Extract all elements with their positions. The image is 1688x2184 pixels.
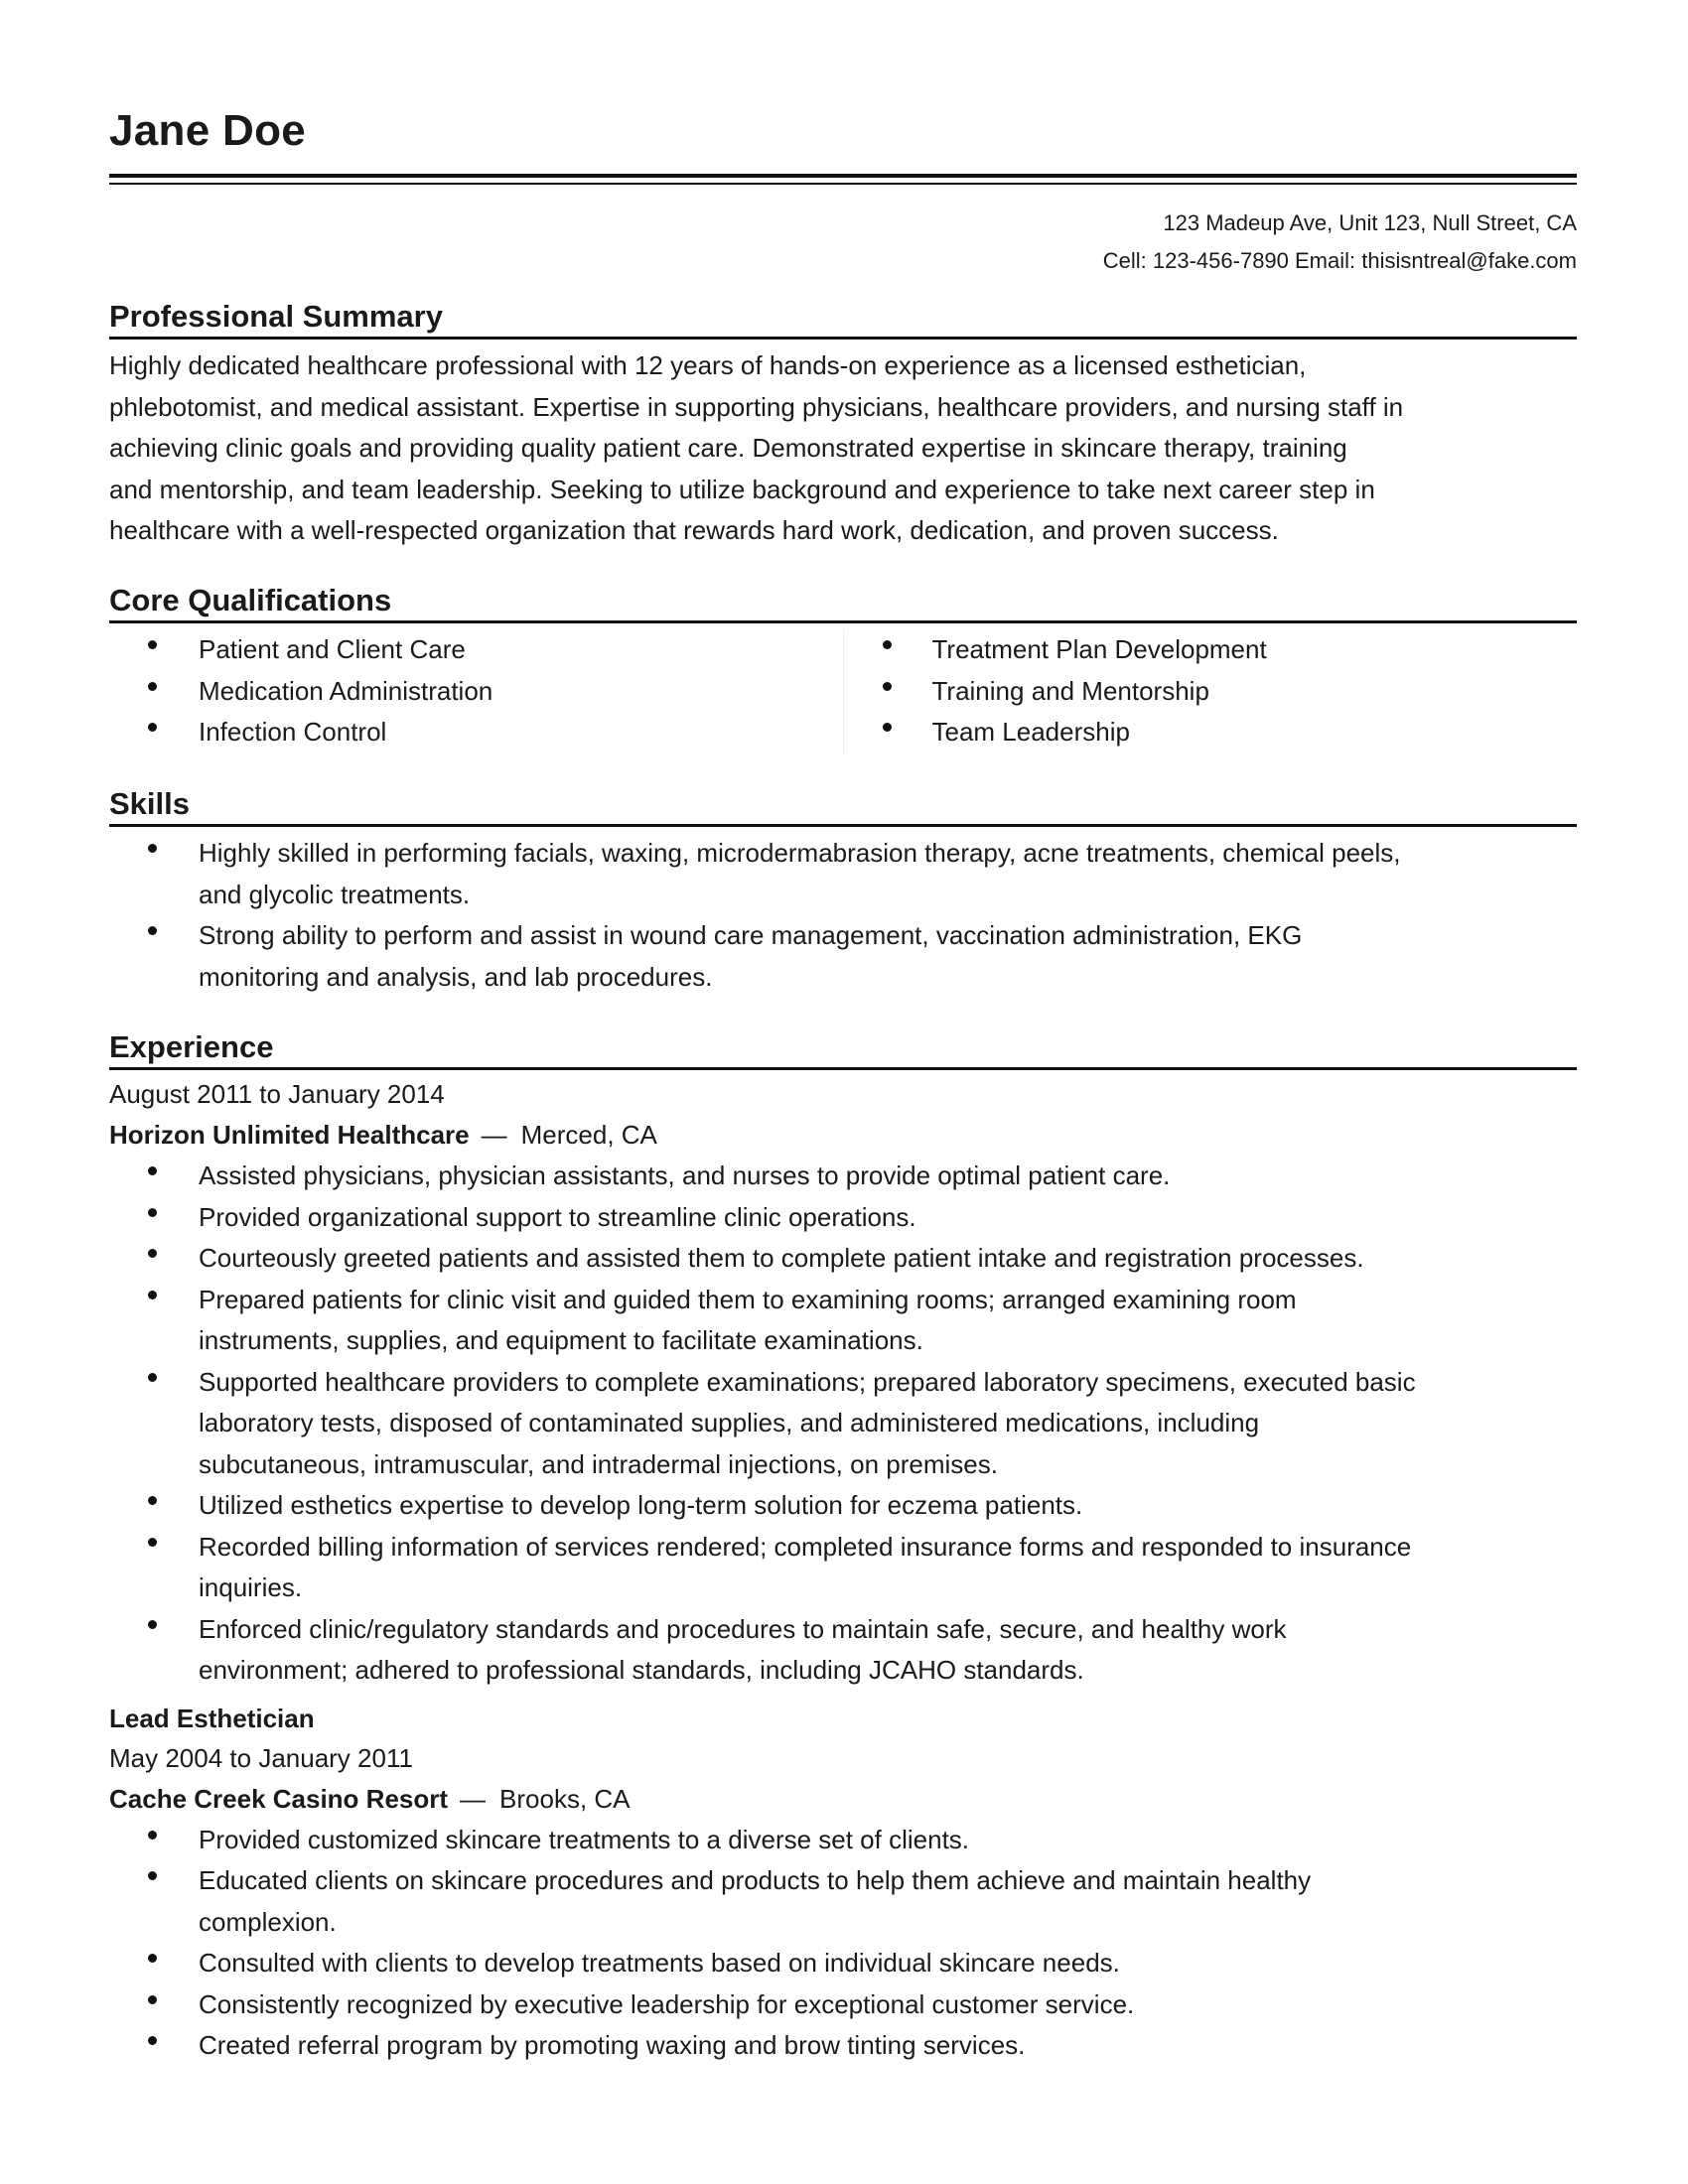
- bullet-icon: [146, 721, 159, 734]
- section-title: Skills: [109, 786, 190, 821]
- bullet-icon: [146, 2034, 159, 2047]
- company-name: Cache Creek Casino Resort: [109, 1783, 449, 1814]
- list-item: Prepared patients for clinic visit and guided them to examining rooms; arranged examining room instruments, supplies, and equipment to facilitate examinations.: [109, 1280, 1577, 1362]
- job-location: Brooks, CA: [499, 1783, 631, 1814]
- list-item: Treatment Plan Development: [844, 629, 1578, 671]
- bullet-icon: [146, 680, 159, 693]
- list-item: Provided customized skincare treatments to a diverse set of clients.: [109, 1820, 1577, 1861]
- list-item: Medication Administration: [109, 671, 843, 713]
- separator: —: [460, 1783, 487, 1814]
- bullet-icon: [146, 638, 159, 651]
- list-item: Patient and Client Care: [109, 629, 843, 671]
- list-item: Infection Control: [109, 712, 843, 753]
- bullet-icon: [881, 680, 894, 693]
- summary-section: [109, 297, 1577, 552]
- bullet-icon: [146, 1829, 159, 1842]
- list-item: Training and Mentorship: [844, 671, 1578, 713]
- bullet-icon: [881, 721, 894, 734]
- bullet-icon: [146, 1618, 159, 1631]
- bullet-icon: [146, 1494, 159, 1507]
- job-title: Lead Esthetician: [109, 1703, 315, 1733]
- qualifications-columns: [109, 629, 1577, 753]
- list-item: Created referral program by promoting waxing and brow tinting services.: [109, 2025, 1577, 2067]
- section-rule: [109, 824, 1577, 827]
- list-item: Assisted physicians, physician assistants, and nurses to provide optimal patient care.: [109, 1156, 1577, 1197]
- summary-line: achieving clinic goals and providing quality patient care. Demonstrated expertise in skincare therapy, training: [109, 433, 1347, 463]
- list-item: Enforced clinic/regulatory standards and procedures to maintain safe, secure, and healthy work environment; adhered to professional standards, including JCAHO standards.: [109, 1609, 1577, 1692]
- job-dates: August 2011 to January 2014: [109, 1079, 445, 1109]
- list-item: Team Leadership: [844, 712, 1578, 753]
- section-title: Experience: [109, 1029, 274, 1064]
- list-item: Provided organizational support to streamline clinic operations.: [109, 1197, 1577, 1239]
- company-line: [109, 1779, 1577, 1820]
- address-line: 123 Madeup Ave, Unit 123, Null Street, CA: [1163, 210, 1577, 235]
- summary-line: healthcare with a well-respected organization that rewards hard work, dedication, and proven success.: [109, 515, 1279, 545]
- bullet-icon: [146, 842, 159, 855]
- qualifications-section: [109, 581, 1577, 753]
- bullet-icon: [146, 1289, 159, 1301]
- list-item: Supported healthcare providers to complete examinations; prepared laboratory specimens, executed basic laboratory tests, disposed of contaminated supplies, and administered medications, including subcutaneous, intramuscular, and intradermal injections, on premises.: [109, 1362, 1577, 1486]
- summary-line: and mentorship, and team leadership. Seeking to utilize background and experience to take next career step in: [109, 474, 1375, 504]
- separator: —: [481, 1120, 507, 1150]
- skills-section: [109, 784, 1577, 998]
- list-item: Consulted with clients to develop treatments based on individual skincare needs.: [109, 1943, 1577, 1984]
- job-entry: [109, 1074, 1577, 1692]
- section-title: Professional Summary: [109, 299, 443, 334]
- bullet-icon: [146, 924, 159, 937]
- section-rule: [109, 620, 1577, 623]
- bullet-icon: [881, 638, 894, 651]
- summary-line: Highly dedicated healthcare professional with 12 years of hands-on experience as a licensed esthetician,: [109, 350, 1307, 380]
- candidate-name: Jane Doe: [109, 106, 307, 155]
- bullet-icon: [146, 1164, 159, 1177]
- job-dates: May 2004 to January 2011: [109, 1742, 413, 1773]
- list-item: Highly skilled in performing facials, waxing, microdermabrasion therapy, acne treatments, chemical peels, and glycolic treatments.: [109, 833, 1577, 915]
- section-rule: [109, 337, 1577, 340]
- qualifications-left-column: [109, 629, 844, 753]
- bullet-icon: [146, 1869, 159, 1882]
- list-item: Courteously greeted patients and assisted them to complete patient intake and registration processes.: [109, 1238, 1577, 1280]
- bullet-icon: [146, 1206, 159, 1219]
- company-name: Horizon Unlimited Healthcare: [109, 1120, 470, 1150]
- company-line: [109, 1115, 1577, 1156]
- list-item: Consistently recognized by executive leadership for exceptional customer service.: [109, 1984, 1577, 2026]
- experience-section: [109, 1027, 1577, 2067]
- job-location: Merced, CA: [520, 1120, 657, 1150]
- qualifications-right-column: [844, 629, 1578, 753]
- list-item: Utilized esthetics expertise to develop long-term solution for eczema patients.: [109, 1485, 1577, 1527]
- header-rule: [109, 174, 1577, 186]
- bullet-icon: [146, 1993, 159, 2006]
- list-item: Strong ability to perform and assist in wound care management, vaccination administration, EKG monitoring and analysis, and lab procedures.: [109, 915, 1577, 998]
- summary-line: phlebotomist, and medical assistant. Expertise in supporting physicians, healthcare providers, and nursing staff in: [109, 391, 1404, 422]
- bullet-icon: [146, 1371, 159, 1384]
- bullet-icon: [146, 1952, 159, 1965]
- contact-line: Cell: 123-456-7890 Email: thisisntreal@fake.com: [1102, 248, 1577, 273]
- section-title: Core Qualifications: [109, 583, 392, 617]
- bullet-icon: [146, 1536, 159, 1549]
- list-item: Educated clients on skincare procedures and products to help them achieve and maintain healthy complexion.: [109, 1860, 1577, 1943]
- contact-block: [1103, 205, 1577, 280]
- summary-paragraph: [109, 345, 1577, 552]
- job-entry: [109, 1700, 1577, 2067]
- section-rule: [109, 1067, 1577, 1070]
- list-item: Recorded billing information of services rendered; completed insurance forms and responded to insurance inquiries.: [109, 1527, 1577, 1609]
- bullet-icon: [146, 1247, 159, 1260]
